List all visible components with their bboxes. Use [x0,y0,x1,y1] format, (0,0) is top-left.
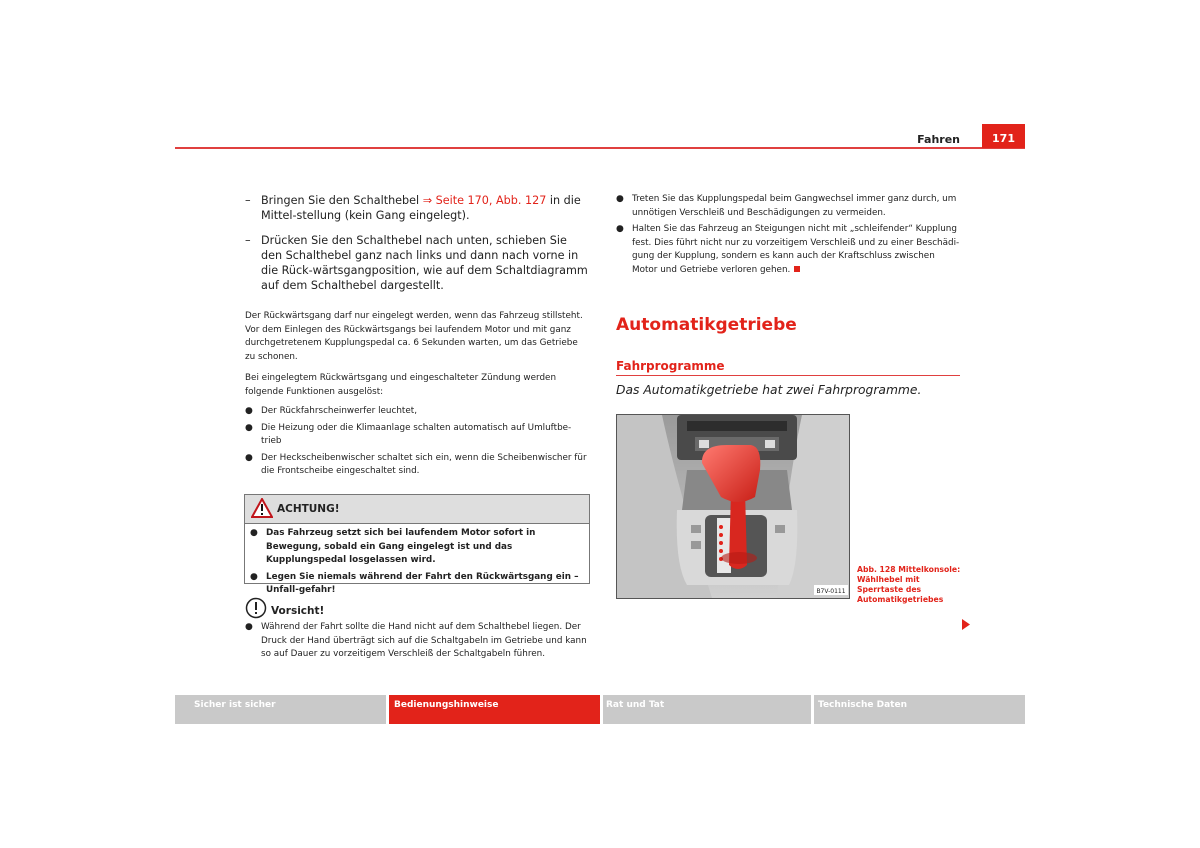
section-heading: Automatikgetriebe [616,315,797,335]
step-2-text: Drücken Sie den Schalthebel nach unten, schieben Sie den Schalthebel ganz nach links und dann nach vorne in die Rück-wärtsgangposition, wie auf dem Schaltdiagramm auf dem Schalthebel dargestellt. [261,234,588,292]
step-1-text-after: in die Mittel-stellung (kein Gang eingelegt). [261,194,581,222]
lead-text: Das Automatikgetriebe hat zwei Fahrprogramme. [616,383,922,397]
instruction-step-1: – Bringen Sie den Schalthebel ⇒ Seite 170, Abb. 127 in die Mittel-stellung (kein Gang eingelegt). [245,194,581,222]
warning-header [245,495,589,524]
end-square-icon [794,266,800,272]
caution-item: ● Während der Fahrt sollte die Hand nicht auf dem Schalthebel liegen. Der Druck der Hand überträgt sich auf die Schaltgabeln im Getriebe und kann so auf Dauer zu vorzeitigem Verschleiß der Schaltgabeln führen. [245,622,587,659]
warning-title: ACHTUNG! [277,503,340,515]
caution-content [245,621,590,662]
instruction-step-2: – Drücken Sie den Schalthebel nach unten, schieben Sie den Schalthebel ganz nach links und dann nach vorne in die Rück-wärtsgangposition, wie auf dem Schaltdiagramm auf dem Schalthebel dargestellt. [245,233,590,293]
figure-caption: Abb. 128 Mittelkonsole: Wählhebel mit Sperrtaste des Automatikgetriebes [857,565,961,604]
step-1-text-before: Bringen Sie den Schalthebel [261,194,423,207]
caution-title: Vorsicht! [271,605,325,617]
warning-item: ● Das Fahrzeug setzt sich bei laufendem Motor sofort in Bewegung, sobald ein Gang eingelegt ist und das Kupplungspedal losgelassen wird. [250,528,536,565]
warning-box [244,494,590,595]
warning-triangle-icon [251,498,273,518]
cross-reference-link[interactable]: ⇒ Seite 170, Abb. 127 [422,194,547,207]
paragraph-reverse-gear: Der Rückwärtsgang darf nur eingelegt werden, wenn das Fahrzeug stillsteht. Vor dem Einlegen des Rückwärtsgangs bei laufendem Motor und mit ganz durchgetretenem Kupplungspedal ca. 6 Sekunden warten, um das Getriebe zu schonen. [245,311,583,362]
gear-selector-illustration [617,415,849,598]
next-page-arrow-icon[interactable] [962,619,970,630]
warning-item: ● Legen Sie niemals während der Fahrt den Rückwärtsgang ein – Unfall-gefahr! [250,571,579,595]
figure-code: B7V-0111 [816,588,846,595]
subsection-rule [616,375,960,376]
list-item: ● Die Heizung oder die Klimaanlage schalten automatisch auf Umluftbe-trieb [245,422,572,446]
subsection-heading: Fahrprogramme [616,359,725,373]
list-item: ● Halten Sie das Fahrzeug an Steigungen nicht mit „schleifender“ Kupplung fest. Dies führt nicht nur zu vorzeitigem Verschleiß und zu einer Beschädi-gung der Kupplung, sondern es kann auch der Kraftschluss zwischen Motor und Getriebe verloren gehen. [616,224,960,275]
function-list [245,405,590,479]
list-item: ● Der Heckscheibenwischer schaltet sich ein, wenn die Scheibenwischer für die Frontscheibe eingeschaltet sind. [245,452,587,476]
list-item: ● Treten Sie das Kupplungspedal beim Gangwechsel immer ganz durch, um unnötigen Verschleiß und Beschädigungen zu vermeiden. [616,194,957,218]
footer-tab-rat-und-tat[interactable]: Rat und Tat [603,695,811,724]
warning-content [245,524,589,601]
footer-tab-bedienungshinweise[interactable]: Bedienungshinweise [389,695,600,724]
clutch-tips-list [616,193,961,277]
section-title: Fahren [917,133,960,146]
list-item: ● Der Rückfahrscheinwerfer leuchtet, [245,406,418,416]
header-rule [175,147,1025,149]
page-number: 171 [982,124,1025,148]
footer-tab-technische-daten[interactable]: Technische Daten [814,695,1025,724]
footer-tab-sicher-ist-sicher[interactable]: Sicher ist sicher [175,695,386,724]
figure-gear-selector [616,414,850,599]
caution-exclamation-icon [245,597,267,619]
paragraph-functions-intro: Bei eingelegtem Rückwärtsgang und eingeschalteter Zündung werden folgende Funktionen ausgelöst: [245,373,557,397]
